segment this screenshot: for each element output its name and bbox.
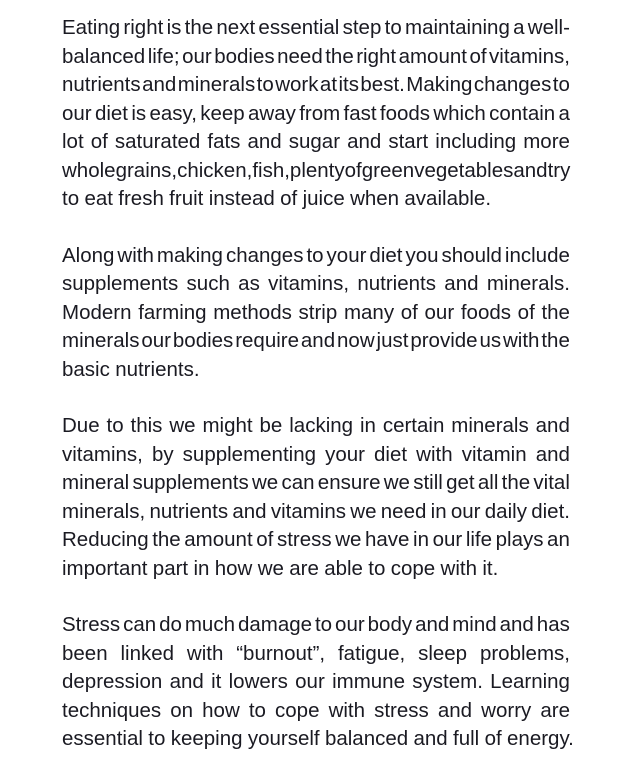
text-line: [62, 128, 570, 157]
word: and: [347, 130, 382, 153]
paragraph: [62, 242, 570, 385]
word: are: [540, 698, 570, 722]
word: instead: [208, 187, 275, 210]
word: changes: [473, 73, 552, 96]
word: need: [380, 499, 427, 523]
word: Due: [62, 414, 100, 437]
word: a: [513, 16, 525, 39]
word: life;: [147, 44, 180, 68]
word: certain: [382, 414, 445, 437]
word: strip: [298, 300, 338, 324]
word: depression: [62, 670, 163, 693]
word: vitamins: [270, 499, 347, 523]
word: diet: [374, 442, 408, 466]
word: is: [131, 101, 147, 125]
word: be: [259, 414, 283, 437]
text-line: [62, 668, 570, 697]
word: try: [547, 158, 571, 182]
text-line: [62, 469, 570, 498]
text-line: [62, 157, 570, 186]
word: supplements: [62, 272, 179, 295]
word: to: [148, 727, 166, 750]
paragraph: [62, 14, 570, 214]
word: how: [202, 698, 240, 722]
word: with: [328, 698, 366, 722]
word: fats: [207, 130, 241, 153]
word: making: [156, 243, 223, 267]
word: supplements: [132, 471, 249, 494]
word: our: [62, 101, 92, 125]
word: minerals: [177, 73, 256, 96]
word: and: [513, 158, 548, 182]
word: our: [182, 44, 212, 68]
word: of: [517, 300, 535, 324]
word: vitamins,: [62, 442, 143, 466]
word: worry: [481, 698, 532, 722]
text-line: [62, 526, 570, 555]
word: minerals: [451, 414, 529, 437]
word: lacking: [289, 414, 354, 437]
text-line: [62, 71, 570, 100]
word: we: [383, 471, 410, 494]
word: all: [477, 471, 499, 494]
word: body: [367, 613, 413, 636]
word: grains,: [115, 158, 178, 182]
word: the: [501, 471, 531, 494]
word: right: [356, 44, 397, 68]
word: the: [152, 528, 181, 551]
word: can: [281, 471, 315, 494]
word: your: [325, 442, 365, 466]
word: contain: [489, 101, 556, 125]
word: Stress: [62, 613, 121, 636]
word: fast: [343, 101, 377, 125]
word: damage: [237, 613, 313, 636]
word: “burnout”,: [236, 641, 326, 665]
word: fruit: [169, 187, 204, 210]
word: well-: [527, 16, 570, 39]
paragraph: [62, 412, 570, 583]
word: vitamins,: [489, 44, 570, 68]
text-line: [62, 327, 570, 356]
word: bodies: [172, 329, 234, 352]
word: in: [193, 556, 210, 580]
text-line: [62, 640, 570, 669]
word: cope: [390, 556, 436, 580]
word: in: [430, 499, 447, 523]
word: as: [238, 272, 260, 295]
word: provide: [410, 329, 478, 352]
word: how: [214, 556, 253, 580]
word: amount: [398, 44, 467, 68]
word: right: [123, 16, 164, 39]
word: Reducing: [62, 528, 149, 551]
word: daily: [484, 499, 527, 523]
word: with: [186, 641, 224, 665]
word: maintaining: [405, 16, 510, 39]
word: in: [413, 528, 430, 551]
word: and: [300, 329, 336, 352]
word: now: [337, 329, 375, 352]
word: green: [361, 158, 415, 182]
word: life: [465, 528, 493, 551]
word: to: [314, 613, 333, 636]
document-body: [62, 14, 574, 754]
word: our: [335, 613, 365, 636]
text-line: [62, 611, 570, 640]
word: immune: [332, 670, 405, 693]
word: fish,: [252, 158, 290, 182]
word: the: [541, 329, 570, 352]
word: should: [441, 243, 502, 267]
text-line: [62, 270, 570, 299]
word: might: [202, 414, 253, 437]
word: and: [169, 670, 204, 693]
word: juice: [302, 187, 345, 210]
word: stress: [276, 528, 332, 551]
text-line: [62, 498, 570, 527]
word: full: [453, 727, 480, 750]
word: eat: [84, 187, 113, 210]
word: are: [289, 556, 319, 580]
word: our: [450, 499, 481, 523]
word: mineral: [62, 471, 130, 494]
word: and: [535, 414, 570, 437]
word: minerals,: [62, 499, 146, 523]
word: cope: [275, 698, 320, 722]
word: of: [256, 528, 274, 551]
word: from: [299, 101, 341, 125]
word: do: [159, 613, 182, 636]
word: fatigue,: [337, 641, 406, 665]
word: important: [62, 556, 148, 580]
paragraph: [62, 611, 574, 754]
word: we: [350, 499, 377, 523]
word: and: [499, 613, 534, 636]
word: of: [400, 300, 418, 324]
word: the: [541, 300, 570, 324]
word: we: [169, 414, 196, 437]
text-line: [62, 299, 570, 328]
word: and: [142, 73, 177, 96]
word: much: [184, 613, 235, 636]
word: its: [338, 73, 359, 96]
word: changes: [225, 243, 304, 267]
word: sleep: [418, 641, 468, 665]
word: still: [413, 471, 443, 494]
word: to: [384, 16, 402, 39]
word: minerals: [62, 329, 140, 352]
word: system.: [412, 670, 483, 693]
word: part: [152, 556, 189, 580]
word: we: [257, 556, 284, 580]
word: foods: [460, 300, 511, 324]
word: balanced: [62, 44, 146, 68]
word: Learning: [490, 670, 570, 693]
word: problems,: [479, 641, 570, 665]
word: nutrients.: [115, 357, 200, 381]
word: of: [344, 158, 362, 182]
word: and: [444, 272, 479, 295]
word: when: [350, 187, 400, 210]
word: of: [484, 727, 502, 750]
word: easy,: [149, 101, 197, 125]
word: vitamins,: [268, 272, 350, 295]
text-line: [62, 725, 574, 754]
word: keeping: [170, 727, 243, 750]
word: sugar: [288, 130, 341, 153]
word: whole: [62, 158, 116, 182]
word: have: [365, 528, 410, 551]
word: to: [552, 73, 570, 96]
text-line: [62, 14, 570, 43]
word: minerals.: [486, 272, 570, 295]
text-line: [62, 441, 570, 470]
word: mind: [452, 613, 497, 636]
word: you: [405, 243, 439, 267]
word: to: [256, 73, 274, 96]
word: Modern: [62, 300, 132, 324]
word: us: [479, 329, 502, 352]
word: and: [437, 698, 473, 722]
word: just: [376, 329, 409, 352]
word: our: [295, 670, 325, 693]
word: to: [248, 698, 266, 722]
word: include: [504, 243, 570, 267]
word: it.: [482, 556, 499, 580]
text-line: [62, 412, 570, 441]
word: lot: [62, 130, 84, 153]
word: plays: [495, 528, 544, 551]
word: chicken,: [177, 158, 253, 182]
word: foods: [379, 101, 431, 125]
word: techniques: [62, 698, 162, 722]
word: a: [558, 101, 570, 125]
word: by: [151, 442, 174, 466]
word: saturated: [114, 130, 201, 153]
word: diet: [94, 101, 129, 125]
word: been: [62, 641, 108, 665]
word: we: [251, 471, 279, 494]
word: this: [130, 414, 163, 437]
word: with: [117, 243, 154, 267]
text-line: [62, 356, 570, 385]
word: amount: [184, 528, 253, 551]
word: and: [232, 499, 267, 523]
word: and: [415, 613, 450, 636]
word: next: [216, 16, 256, 39]
word: nutrients: [149, 499, 229, 523]
word: we: [335, 528, 362, 551]
text-line: [62, 43, 570, 72]
word: work: [275, 73, 319, 96]
word: our: [424, 300, 455, 324]
word: and: [247, 130, 282, 153]
word: of: [90, 130, 108, 153]
word: farming: [138, 300, 207, 324]
word: our: [432, 528, 463, 551]
word: your: [326, 243, 367, 267]
text-line: [62, 697, 570, 726]
word: our: [141, 329, 171, 352]
word: to: [368, 556, 386, 580]
word: to: [62, 187, 80, 210]
word: on: [170, 698, 194, 722]
word: nutrients: [62, 73, 141, 96]
word: essential: [62, 727, 143, 750]
word: many: [343, 300, 395, 324]
word: stress: [374, 698, 429, 722]
word: more: [523, 130, 570, 153]
word: bodies: [214, 44, 275, 68]
word: to: [306, 243, 324, 267]
word: including: [435, 130, 517, 153]
word: need: [277, 44, 323, 68]
word: and: [535, 442, 570, 466]
word: which: [433, 101, 486, 125]
word: is: [166, 16, 182, 39]
word: yourself: [247, 727, 320, 750]
word: it: [211, 670, 222, 693]
word: Eating: [62, 16, 121, 39]
word: lowers: [228, 670, 288, 693]
word: plenty: [289, 158, 345, 182]
word: ensure: [317, 471, 381, 494]
word: balanced: [324, 727, 409, 750]
word: nutrients: [357, 272, 436, 295]
word: get: [446, 471, 475, 494]
word: Making: [406, 73, 473, 96]
text-line: [62, 555, 570, 584]
word: supplementing: [182, 442, 317, 466]
word: such: [186, 272, 230, 295]
word: at: [319, 73, 338, 96]
word: with: [503, 329, 540, 352]
word: the: [325, 44, 354, 68]
word: linked: [120, 641, 175, 665]
word: essential: [258, 16, 340, 39]
word: available.: [404, 187, 492, 210]
word: and: [413, 727, 448, 750]
word: vitamin: [461, 442, 527, 466]
word: basic: [62, 357, 110, 381]
word: able: [324, 556, 363, 580]
word: vegetables: [414, 158, 514, 182]
word: require: [235, 329, 300, 352]
word: in: [359, 414, 376, 437]
text-line: [62, 242, 570, 271]
word: of: [280, 187, 298, 210]
word: can: [123, 613, 157, 636]
word: an: [547, 528, 570, 551]
word: with: [416, 442, 453, 466]
text-line: [62, 100, 570, 129]
word: vital: [533, 471, 570, 494]
word: with: [440, 556, 477, 580]
word: has: [536, 613, 570, 636]
word: step: [342, 16, 382, 39]
word: to: [106, 414, 124, 437]
word: start: [388, 130, 429, 153]
word: Along: [62, 243, 115, 267]
word: away: [248, 101, 296, 125]
text-line: [62, 185, 570, 214]
word: energy.: [507, 727, 574, 750]
word: diet.: [531, 499, 570, 523]
word: the: [184, 16, 214, 39]
word: fresh: [118, 187, 164, 210]
word: best.: [360, 73, 405, 96]
word: methods: [213, 300, 292, 324]
word: keep: [200, 101, 245, 125]
word: diet: [369, 243, 403, 267]
word: of: [469, 44, 487, 68]
